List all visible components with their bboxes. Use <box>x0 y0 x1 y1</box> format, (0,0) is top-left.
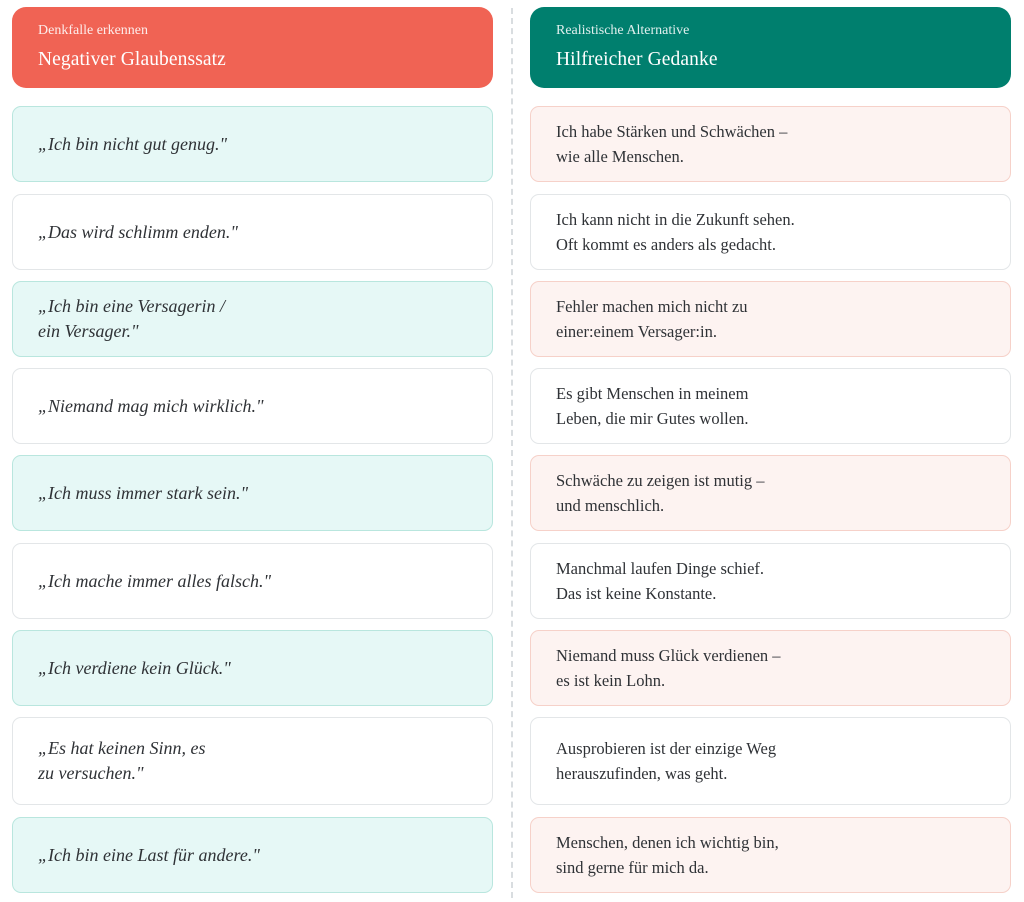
alternative-card <box>530 455 1011 531</box>
negative-text: „Ich verdiene kein Glück." <box>38 657 231 678</box>
negative-card <box>12 194 493 270</box>
alternative-text: Ich habe Stärken und Schwächen – wie alle Menschen. <box>556 122 788 166</box>
negative-card <box>12 455 493 531</box>
alternative-title: Hilfreicher Gedanke <box>556 49 718 70</box>
alternative-text: Ausprobieren ist der einzige Weg herauszufinden, was geht. <box>556 739 777 783</box>
alternative-eyebrow: Realistische Alternative <box>556 23 690 38</box>
alternative-card <box>530 368 1011 444</box>
alternative-text: Fehler machen mich nicht zu einer:einem Versager:in. <box>556 297 748 341</box>
negative-card <box>12 630 493 706</box>
negative-card <box>12 817 493 893</box>
negative-eyebrow: Denkfalle erkennen <box>38 23 148 38</box>
alternative-text: Ich kann nicht in die Zukunft sehen. Oft kommt es anders als gedacht. <box>556 210 795 254</box>
alternative-text: Manchmal laufen Dinge schief. Das ist keine Konstante. <box>556 559 765 603</box>
negative-text: „Niemand mag mich wirklich." <box>38 395 264 416</box>
alternative-card <box>530 543 1011 619</box>
column-divider <box>511 8 513 898</box>
negative-text: „Es hat keinen Sinn, es zu versuchen." <box>38 738 206 783</box>
negative-card <box>12 368 493 444</box>
negative-text: „Ich bin eine Last für andere." <box>38 844 260 865</box>
alternative-card <box>530 817 1011 893</box>
alternative-text: Menschen, denen ich wichtig bin, sind gerne für mich da. <box>556 833 779 877</box>
negative-card <box>12 717 493 805</box>
negative-card <box>12 281 493 357</box>
alternative-card <box>530 630 1011 706</box>
alternative-text: Niemand muss Glück verdienen – es ist kein Lohn. <box>556 646 781 690</box>
alternative-card <box>530 281 1011 357</box>
alternative-text: Schwäche zu zeigen ist mutig – und menschlich. <box>556 471 765 515</box>
negative-title: Negativer Glaubenssatz <box>38 49 226 70</box>
negative-text: „Ich bin nicht gut genug." <box>38 133 228 154</box>
alternative-text: Es gibt Menschen in meinem Leben, die mir Gutes wollen. <box>556 384 749 428</box>
alternative-header <box>530 7 1011 88</box>
alternative-card <box>530 194 1011 270</box>
negative-text: „Das wird schlimm enden." <box>38 221 238 242</box>
negative-text: „Ich bin eine Versagerin / ein Versager." <box>38 296 225 341</box>
alternative-card <box>530 717 1011 805</box>
negative-card <box>12 543 493 619</box>
negative-header <box>12 7 493 88</box>
alternative-card <box>530 106 1011 182</box>
negative-text: „Ich mache immer alles falsch." <box>38 570 272 591</box>
negative-card <box>12 106 493 182</box>
negative-text: „Ich muss immer stark sein." <box>38 482 249 503</box>
